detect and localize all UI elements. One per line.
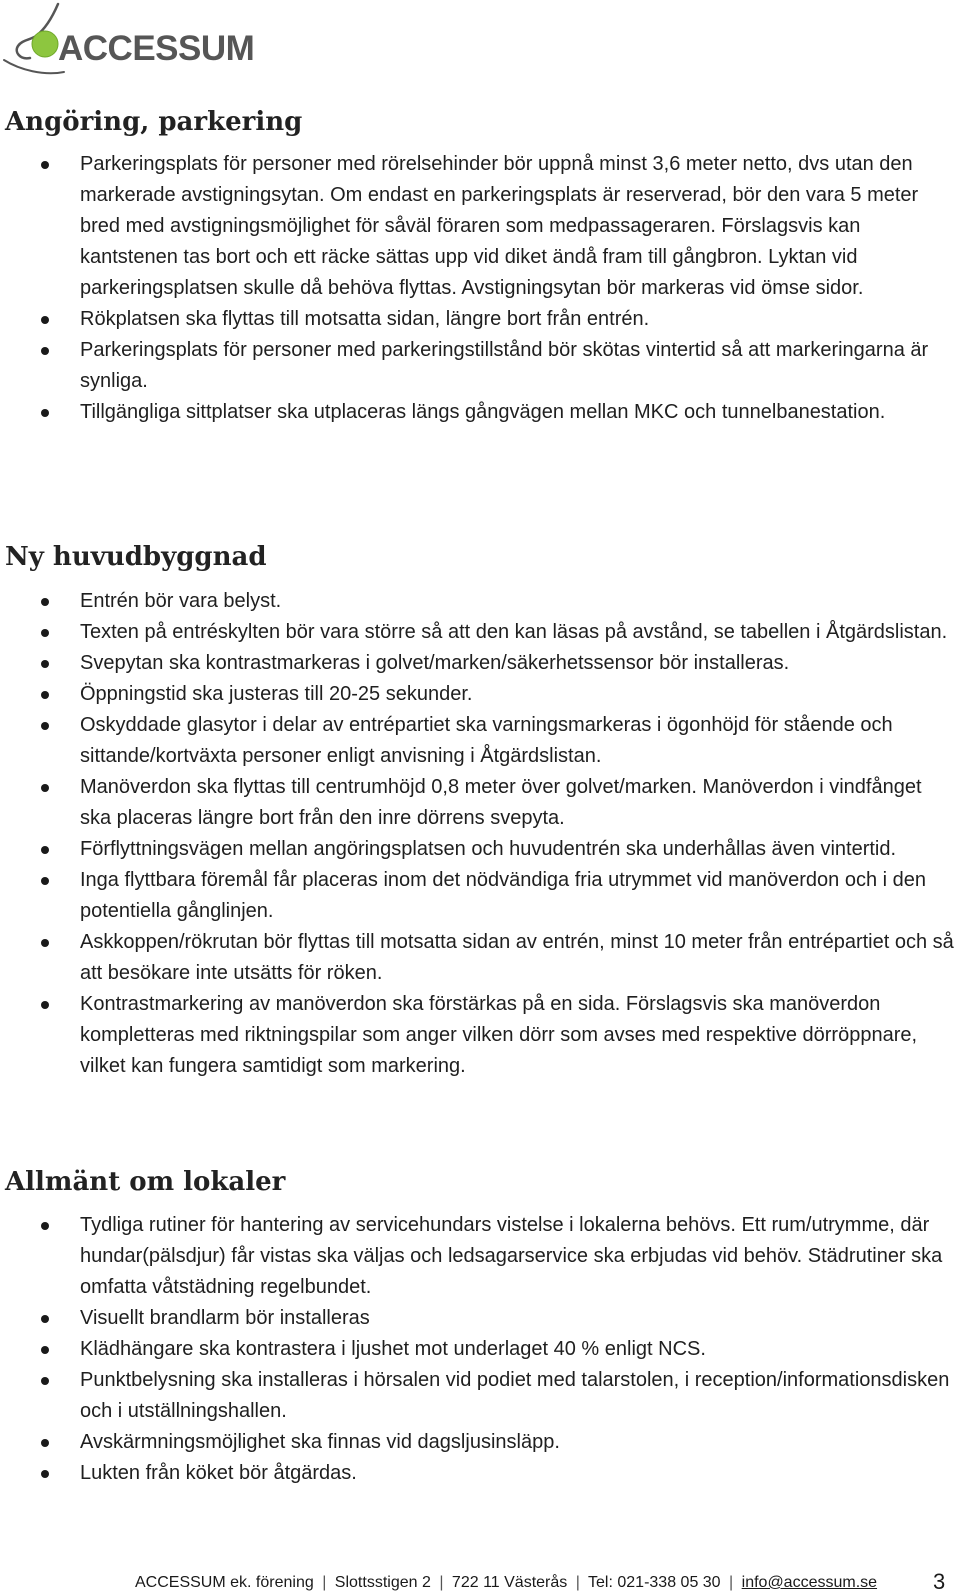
bullet-icon — [41, 598, 49, 606]
list-item: Visuellt brandlarm bör installeras — [0, 1303, 955, 1334]
list-item: Texten på entréskylten bör vara större så att den kan läsas på avstånd, se tabellen i Åtgärdslistan. — [0, 617, 955, 648]
logo-wordmark: ACCESSUM — [58, 29, 255, 68]
list-item: Svepytan ska kontrastmarkeras i golvet/marken/säkerhetssensor bör installeras. — [0, 648, 955, 679]
bullet-icon — [41, 1470, 49, 1478]
bullet-icon — [41, 784, 49, 792]
list-item: Oskyddade glasytor i delar av entrépartiet ska varningsmarkeras i ögonhöjd för stående och sittande/kortväxta personer enligt anvisning i Åtgärdslistan. — [0, 710, 955, 772]
list-item: Rökplatsen ska flyttas till motsatta sidan, längre bort från entrén. — [0, 304, 955, 335]
footer-org: ACCESSUM ek. förening — [135, 1574, 314, 1591]
footer-postal: 722 11 Västerås — [451, 1574, 568, 1591]
bullet-icon — [41, 1439, 49, 1447]
footer-address: Slottsstigen 2 — [334, 1574, 431, 1591]
list-item: Kontrastmarkering av manöverdon ska förstärkas på en sida. Förslagsvis ska manöverdon kompletteras med riktningspilar som anger vilken dörr som avses med respektive dörröppnare, vilket kan fungera samtidigt som markering. — [0, 989, 955, 1082]
footer-separator: | — [575, 1574, 580, 1591]
bullet-icon — [41, 660, 49, 668]
list-allmant-om-lokaler — [0, 1210, 955, 1489]
page-number: 3 — [933, 1569, 946, 1594]
bullet-icon — [41, 161, 49, 169]
list-item: Öppningstid ska justeras till 20-25 sekunder. — [0, 679, 955, 710]
bullet-icon — [41, 877, 49, 885]
list-item: Lukten från köket bör åtgärdas. — [0, 1458, 955, 1489]
footer-phone: Tel: 021-338 05 30 — [588, 1574, 721, 1591]
bullet-icon — [41, 939, 49, 947]
bullet-icon — [41, 1377, 49, 1385]
list-item: Klädhängare ska kontrastera i ljushet mot underlaget 40 % enligt NCS. — [0, 1334, 955, 1365]
bullet-icon — [41, 1315, 49, 1323]
bullet-icon — [41, 1222, 49, 1230]
bullet-icon — [41, 722, 49, 730]
page-footer — [135, 1572, 877, 1594]
list-item: Askkoppen/rökrutan bör flyttas till motsatta sidan av entrén, minst 10 meter från entrépartiet och så att besökare inte utsätts för röken. — [0, 927, 955, 989]
footer-separator: | — [729, 1574, 734, 1591]
list-item: Manöverdon ska flyttas till centrumhöjd 0,8 meter över golvet/marken. Manöverdon i vindfånget ska placeras längre bort från den inre dörrens svepyta. — [0, 772, 955, 834]
bullet-icon — [41, 629, 49, 637]
bullet-icon — [41, 691, 49, 699]
list-item: Punktbelysning ska installeras i hörsalen vid podiet med talarstolen, i reception/informationsdisken och i utställningshallen. — [0, 1365, 955, 1427]
bullet-icon — [41, 1001, 49, 1009]
list-item: Tydliga rutiner för hantering av servicehundars vistelse i lokalerna behövs. Ett rum/utrymme, där hundar(pälsdjur) får vistas ska väljas och ledsagarservice ska erbjudas vid behöv. Städrutiner ska omfatta våtstädning regelbundet. — [0, 1210, 955, 1303]
bullet-icon — [41, 316, 49, 324]
bullet-icon — [41, 347, 49, 355]
list-item: Avskärmningsmöjlighet ska finnas vid dagsljusinsläpp. — [0, 1427, 955, 1458]
list-item: Parkeringsplats för personer med rörelsehinder bör uppnå minst 3,6 meter netto, dvs utan den markerade avstigningsytan. Om endast en parkeringsplats är reserverad, bör den vara 5 meter bred med avstigningsmöjlighet för såväl föraren som medpassageraren. Förslagsvis kan kantstenen tas bort och ett räcke sättas upp vid diket ändå fram till gångbron. Lyktan vid parkeringsplatsen skulle då behöva flyttas. Avstigningsytan bör markeras vid ömse sidor. — [0, 149, 955, 304]
footer-email-link[interactable]: info@accessum.se — [741, 1574, 878, 1591]
list-item: Entrén bör vara belyst. — [0, 586, 955, 617]
list-item: Förflyttningsvägen mellan angöringsplatsen och huvudentrén ska underhållas även vintertid. — [0, 834, 955, 865]
list-ny-huvudbyggnad — [0, 586, 955, 1082]
bullet-icon — [41, 1346, 49, 1354]
accessum-logo — [0, 0, 270, 90]
bullet-icon — [41, 409, 49, 417]
section-heading-ny-huvudbyggnad: Ny huvudbyggnad — [5, 542, 267, 572]
list-item: Inga flyttbara föremål får placeras inom det nödvändiga fria utrymmet vid manöverdon och i den potentiella gånglinjen. — [0, 865, 955, 927]
section-heading-angoring: Angöring, parkering — [5, 107, 303, 137]
footer-separator: | — [439, 1574, 444, 1591]
footer-separator: | — [322, 1574, 327, 1591]
list-item: Parkeringsplats för personer med parkeringstillstånd bör skötas vintertid så att markeringarna är synliga. — [0, 335, 955, 397]
bullet-icon — [41, 846, 49, 854]
section-heading-allmant-om-lokaler: Allmänt om lokaler — [5, 1167, 286, 1197]
list-angoring — [0, 149, 955, 428]
list-item: Tillgängliga sittplatser ska utplaceras längs gångvägen mellan MKC och tunnelbanestation. — [0, 397, 955, 428]
